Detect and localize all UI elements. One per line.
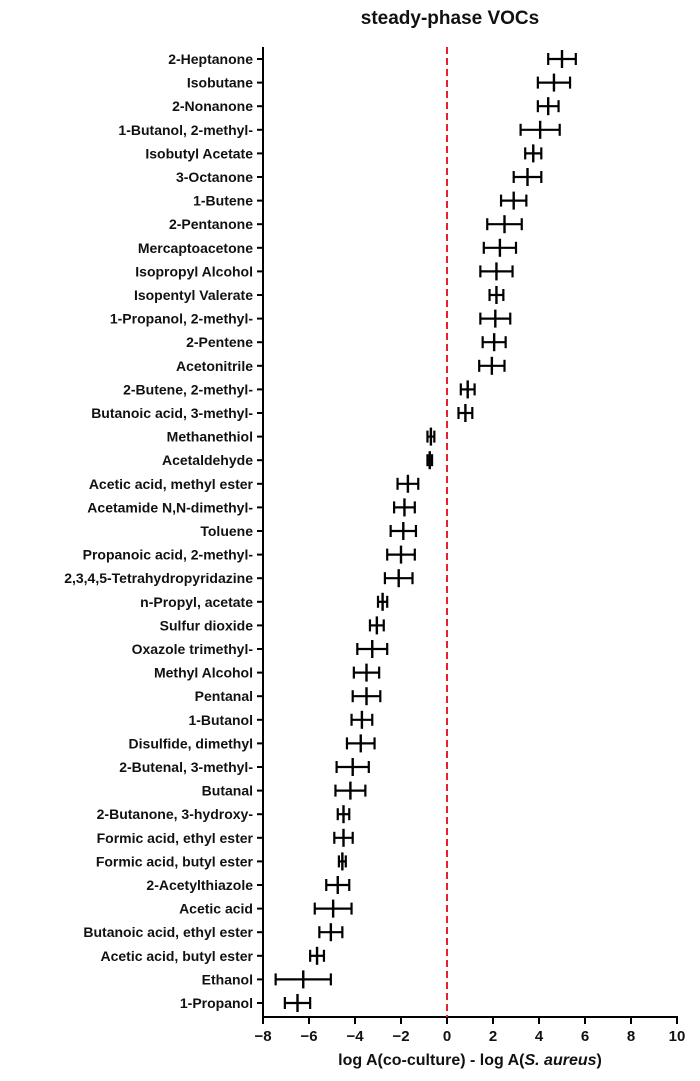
y-category-label: Butanoic acid, ethyl ester [83, 924, 253, 941]
y-category-label: 2-Pentene [186, 334, 253, 351]
y-category-label: 2-Acetylthiazole [146, 877, 253, 893]
y-category-label: Isopropyl Alcohol [135, 263, 253, 280]
y-category-label: 1-Butene [193, 192, 253, 209]
x-tick-label: −4 [346, 1028, 364, 1045]
y-category-label: Butanoic acid, 3-methyl- [91, 405, 253, 421]
y-category-label: Isopentyl Valerate [133, 287, 253, 303]
errorbar-point [483, 333, 506, 351]
errorbar-point [427, 428, 434, 446]
errorbar-point [487, 215, 522, 233]
errorbar-point [461, 380, 475, 398]
y-category-label: 2-Butene, 2-methyl- [123, 381, 253, 398]
errorbar-point [352, 711, 373, 729]
x-axis-label-part-1: log A(co-culture) - log A( [338, 1052, 525, 1069]
x-axis-label-part-3: ) [596, 1052, 602, 1069]
errorbar-point [538, 74, 570, 92]
y-category-label: Butanal [201, 782, 253, 799]
y-category-label: Pentanal [194, 688, 253, 705]
errorbar-point [480, 262, 512, 280]
x-tick-label: 2 [488, 1028, 498, 1045]
errorbar-point [310, 947, 324, 965]
y-category-label: Acetamide N,N-dimethyl- [87, 499, 253, 516]
x-tick-label: −8 [254, 1028, 272, 1045]
y-category-label: 1-Propanol [179, 995, 253, 1011]
x-axis-label-species: S. aureus [524, 1052, 597, 1069]
data-series [276, 50, 576, 1012]
errorbar-point [339, 852, 346, 870]
errorbar-point [357, 640, 387, 658]
y-category-label: 2-Nonanone [172, 98, 253, 115]
errorbar-point [398, 475, 419, 493]
y-category-label: Methyl Alcohol [153, 664, 253, 681]
errorbar-point [385, 569, 413, 587]
errorbar-point [378, 593, 387, 611]
y-category-label: Sulfur dioxide [159, 617, 253, 634]
errorbar-point [319, 923, 342, 941]
errorbar-point [538, 97, 559, 115]
errorbar-point [459, 404, 473, 422]
errorbar-point [370, 616, 384, 634]
x-tick-label: −2 [392, 1028, 410, 1045]
y-category-label: 1-Butanol [188, 711, 253, 728]
errorbar-point [285, 994, 310, 1012]
y-category-label: Acetic acid, methyl ester [88, 475, 253, 492]
errorbar-point [347, 734, 375, 752]
y-category-label: Acetaldehyde [161, 452, 253, 469]
chart-title: steady-phase VOCs [360, 8, 540, 29]
y-category-label: Mercaptoacetone [137, 239, 253, 256]
y-category-label: Formic acid, ethyl ester [96, 829, 253, 846]
y-category-label: Acetic acid [179, 900, 253, 917]
y-category-label: Propanoic acid, 2-methyl- [82, 546, 253, 563]
y-category-label: 1-Butanol, 2-methyl- [118, 121, 253, 138]
errorbar-point [315, 900, 352, 918]
x-tick-label: −6 [300, 1028, 318, 1045]
errorbar-point [479, 357, 504, 375]
y-category-label: 2-Heptanone [168, 51, 253, 67]
x-tick-label: 10 [668, 1028, 686, 1045]
errorbar-point [276, 970, 331, 988]
y-category-label: Acetonitrile [175, 357, 253, 374]
errorbar-point [353, 687, 381, 705]
x-tick-label: 4 [534, 1028, 544, 1045]
y-category-label: Formic acid, butyl ester [95, 853, 253, 870]
errorbar-point [427, 451, 432, 469]
errorbar-point [335, 782, 365, 800]
errorbar-point [394, 498, 415, 516]
y-category-label: n-Propyl, acetate [140, 593, 253, 610]
y-category-label: Methanethiol [166, 428, 253, 445]
errorbar-point [354, 664, 379, 682]
errorbar-point [501, 192, 526, 210]
y-category-label: 2-Pentanone [168, 216, 253, 233]
errorbar-point [338, 805, 350, 823]
errorbar-point [521, 121, 560, 139]
x-axis [254, 1017, 685, 1045]
y-category-label: Ethanol [201, 971, 253, 988]
errorbar-point [548, 50, 576, 68]
y-category-label: 2-Butanone, 3-hydroxy- [96, 806, 253, 823]
y-category-label: Isobutane [186, 74, 253, 91]
errorbar-point [490, 286, 504, 304]
errorbar-point [514, 168, 542, 186]
y-category-label: 3-Octanone [175, 169, 253, 185]
errorbar-point [326, 876, 349, 894]
errorbar-point [334, 829, 352, 847]
errorbar-point [387, 546, 415, 564]
y-category-label: Oxazole trimethyl- [131, 641, 253, 657]
x-tick-label: 6 [580, 1028, 590, 1045]
errorbar-point [525, 144, 541, 162]
y-category-label: 1-Propanol, 2-methyl- [109, 310, 253, 327]
x-tick-label: 0 [442, 1028, 452, 1045]
y-category-label: 2,3,4,5-Tetrahydropyridazine [64, 570, 253, 587]
y-category-label: Disulfide, dimethyl [128, 735, 253, 752]
y-category-label: Acetic acid, butyl ester [100, 947, 253, 964]
x-axis-label [263, 1052, 677, 1070]
errorbar-point [484, 239, 516, 257]
y-category-label: Toluene [200, 523, 253, 539]
errorbar-point [391, 522, 416, 540]
errorbar-point [337, 758, 369, 776]
y-category-label: 2-Butenal, 3-methyl- [119, 759, 253, 775]
x-tick-label: 8 [626, 1028, 636, 1045]
y-category-label: Isobutyl Acetate [145, 145, 253, 162]
errorbar-point [480, 310, 510, 328]
y-axis [64, 47, 263, 1017]
